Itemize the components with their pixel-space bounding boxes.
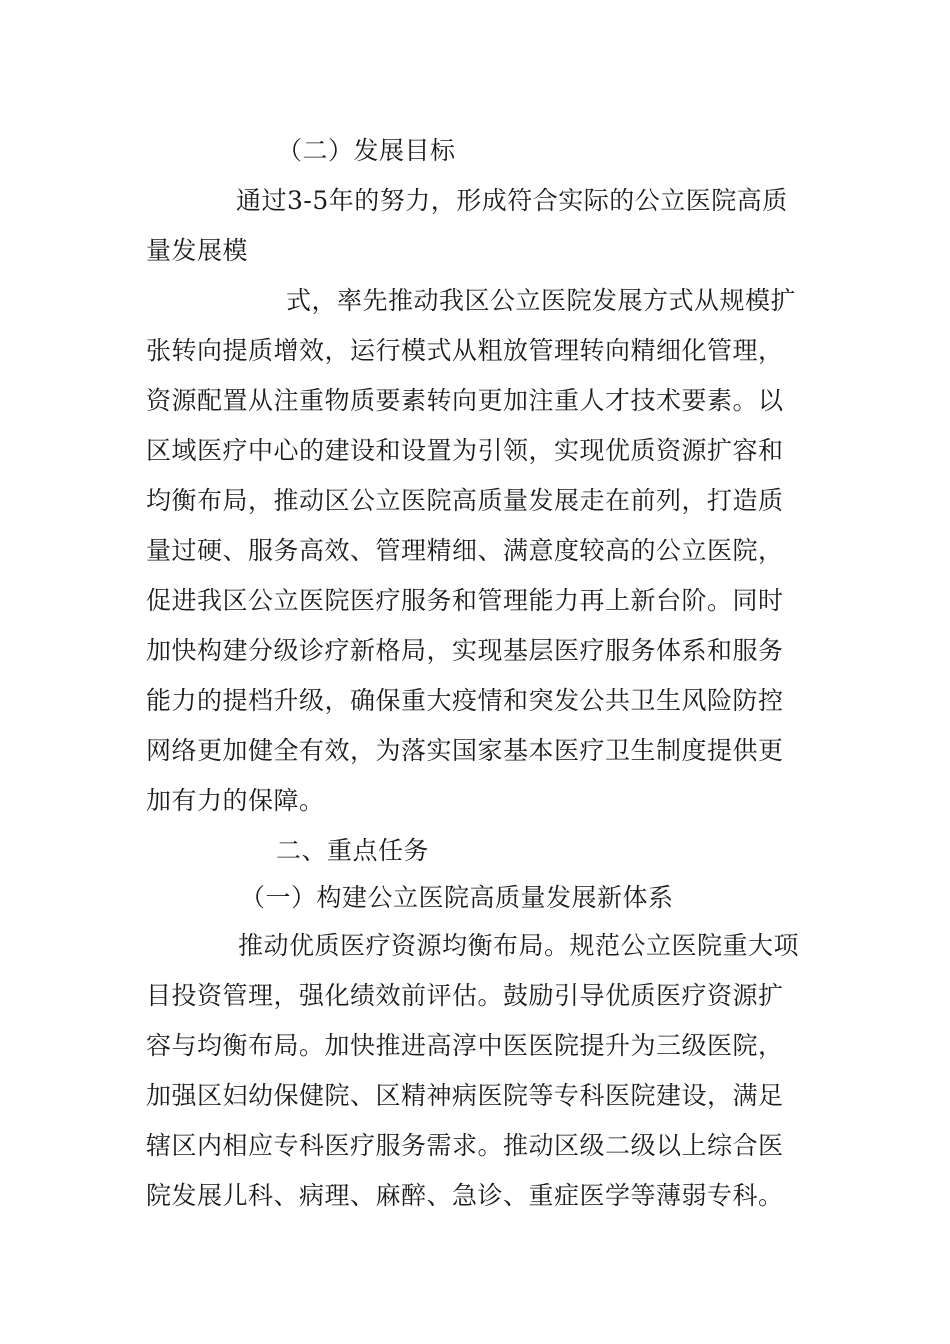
section-heading-tasks: 二、重点任务 bbox=[276, 836, 430, 865]
paragraph-line: 通过3-5年的努力，形成符合实际的公立医院高质 bbox=[236, 186, 788, 215]
paragraph-line: 辖区内相应专科医疗服务需求。推动区级二级以上综合医 bbox=[146, 1131, 784, 1160]
paragraph-line: 区域医疗中心的建设和设置为引领，实现优质资源扩容和 bbox=[146, 436, 784, 465]
section-heading-goal: （二）发展目标 bbox=[277, 136, 456, 165]
paragraph-line: 容与均衡布局。加快推进高淳中医医院提升为三级医院， bbox=[146, 1031, 784, 1060]
subsection-heading-system: （一）构建公立医院高质量发展新体系 bbox=[240, 883, 674, 912]
paragraph-line: 量过硬、服务高效、管理精细、满意度较高的公立医院， bbox=[146, 536, 784, 565]
paragraph-line: 网络更加健全有效，为落实国家基本医疗卫生制度提供更 bbox=[146, 736, 784, 765]
paragraph-line: 目投资管理，强化绩效前评估。鼓励引导优质医疗资源扩 bbox=[146, 981, 784, 1010]
paragraph-line: 加有力的保障。 bbox=[146, 786, 325, 815]
paragraph-line: 加快构建分级诊疗新格局，实现基层医疗服务体系和服务 bbox=[146, 636, 784, 665]
paragraph-line: 推动优质医疗资源均衡布局。规范公立医院重大项 bbox=[238, 931, 800, 960]
paragraph-line: 院发展儿科、病理、麻醉、急诊、重症医学等薄弱专科。 bbox=[146, 1181, 784, 1210]
paragraph-line: 促进我区公立医院医疗服务和管理能力再上新台阶。同时 bbox=[146, 586, 784, 615]
paragraph-line: 均衡布局，推动区公立医院高质量发展走在前列，打造质 bbox=[146, 486, 784, 515]
paragraph-line: 量发展模 bbox=[146, 236, 249, 265]
paragraph-line: 加强区妇幼保健院、区精神病医院等专科医院建设，满足 bbox=[146, 1081, 784, 1110]
paragraph-line: 能力的提档升级，确保重大疫情和突发公共卫生风险防控 bbox=[146, 686, 784, 715]
paragraph-line: 资源配置从注重物质要素转向更加注重人才技术要素。以 bbox=[146, 386, 784, 415]
paragraph-line: 张转向提质增效，运行模式从粗放管理转向精细化管理， bbox=[146, 336, 784, 365]
paragraph-line: 式，率先推动我区公立医院发展方式从规模扩 bbox=[286, 286, 797, 315]
